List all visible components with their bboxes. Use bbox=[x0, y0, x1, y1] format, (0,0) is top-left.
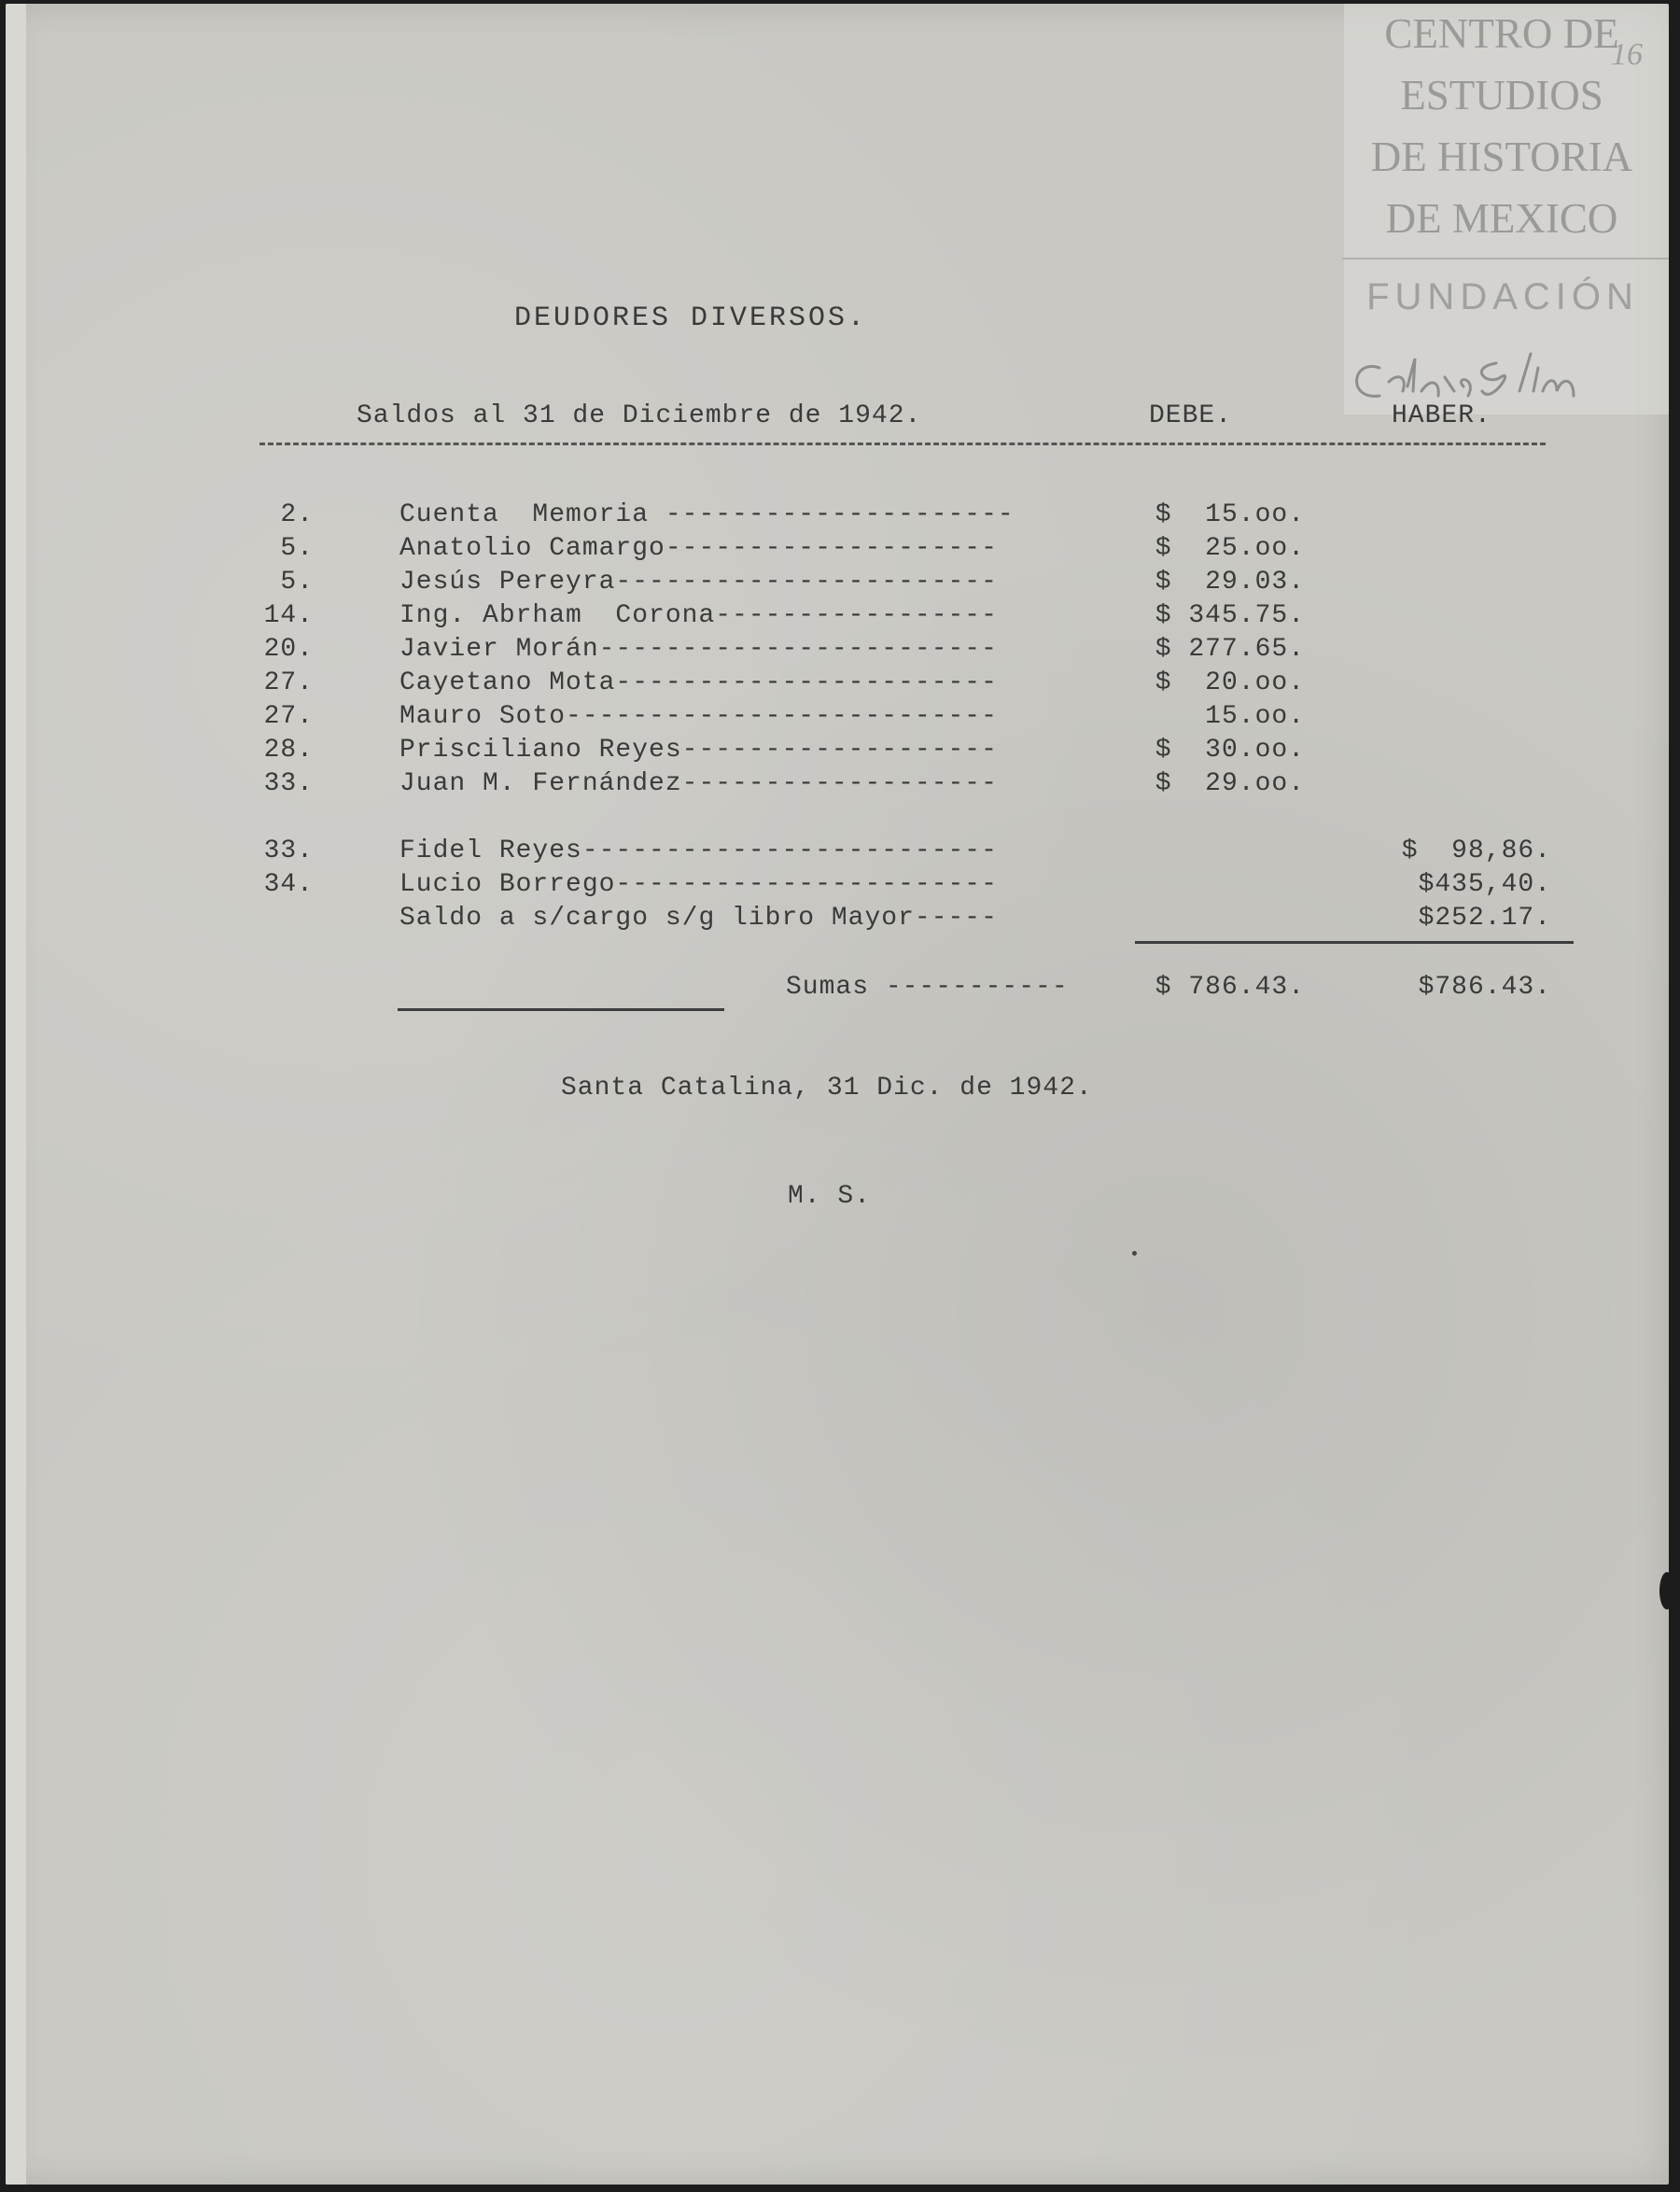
row-name: Prisciliano Reyes------------------- bbox=[399, 736, 998, 765]
ledger-row bbox=[6, 702, 1669, 736]
row-debe: $ 20.oo. bbox=[1155, 668, 1305, 697]
row-debe: 15.oo. bbox=[1155, 702, 1305, 731]
row-name: Lucio Borrego----------------------- bbox=[399, 870, 998, 899]
row-debe: $ 30.oo. bbox=[1155, 736, 1305, 765]
ledger-row bbox=[6, 904, 1669, 937]
stamp-line-1: CENTRO DE bbox=[1384, 10, 1619, 57]
row-haber: $252.17. bbox=[1418, 904, 1551, 933]
ink-dot bbox=[1132, 1251, 1137, 1256]
place-date: Santa Catalina, 31 Dic. de 1942. bbox=[561, 1074, 1093, 1103]
row-debe: $ 25.oo. bbox=[1155, 534, 1305, 563]
signature-icon bbox=[1342, 340, 1659, 415]
row-name: Saldo a s/cargo s/g libro Mayor----- bbox=[399, 904, 998, 933]
row-number: 2. bbox=[280, 500, 314, 529]
ledger-row bbox=[6, 500, 1669, 534]
paper-notch bbox=[1659, 1572, 1669, 1609]
stamp-line-3: DE HISTORIA bbox=[1370, 133, 1633, 180]
ledger-row bbox=[6, 836, 1669, 870]
row-number: 5. bbox=[280, 568, 314, 597]
row-debe: $ 29.oo. bbox=[1155, 769, 1305, 798]
ledger-row bbox=[6, 736, 1669, 769]
row-number: 34. bbox=[263, 870, 314, 899]
stamp-foundation: FUNDACIÓN bbox=[1366, 276, 1639, 317]
ledger-row bbox=[6, 870, 1669, 904]
initials: M. S. bbox=[788, 1182, 872, 1211]
ledger-row bbox=[6, 668, 1669, 702]
row-haber: $ 98,86. bbox=[1401, 836, 1551, 865]
paper-edge bbox=[6, 4, 26, 2185]
totals-label: Sumas ----------- bbox=[786, 973, 1069, 1002]
row-number: 20. bbox=[263, 635, 314, 664]
stamp-divider bbox=[1342, 258, 1669, 260]
row-number: 28. bbox=[263, 736, 314, 765]
row-debe: $ 29.03. bbox=[1155, 568, 1305, 597]
row-name: Jesús Pereyra----------------------- bbox=[399, 568, 998, 597]
row-number: 33. bbox=[263, 836, 314, 865]
row-debe: $ 277.65. bbox=[1155, 635, 1305, 664]
header-saldos: Saldos al 31 de Diciembre de 1942. bbox=[357, 401, 922, 430]
row-debe: $ 15.oo. bbox=[1155, 500, 1305, 529]
row-name: Cayetano Mota----------------------- bbox=[399, 668, 998, 697]
totals-debe: $ 786.43. bbox=[1155, 973, 1305, 1002]
ledger-row bbox=[6, 601, 1669, 635]
row-number: 27. bbox=[263, 668, 314, 697]
totals-rule bbox=[1135, 941, 1574, 944]
signature-rule bbox=[398, 1008, 724, 1011]
row-number: 27. bbox=[263, 702, 314, 731]
row-number: 5. bbox=[280, 534, 314, 563]
ledger-row bbox=[6, 635, 1669, 668]
row-name: Anatolio Camargo-------------------- bbox=[399, 534, 998, 563]
row-name: Fidel Reyes------------------------- bbox=[399, 836, 998, 865]
document-title: DEUDORES DIVERSOS. bbox=[514, 302, 868, 334]
header-debe: DEBE. bbox=[1149, 401, 1233, 430]
ledger-row bbox=[6, 534, 1669, 568]
archive-stamp bbox=[1344, 4, 1669, 415]
row-name: Juan M. Fernández------------------- bbox=[399, 769, 998, 798]
header-rule bbox=[259, 443, 1546, 445]
row-name: Mauro Soto-------------------------- bbox=[399, 702, 998, 731]
stamp-line-4: DE MEXICO bbox=[1385, 195, 1618, 242]
totals-haber: $786.43. bbox=[1418, 973, 1551, 1002]
stamp-line-2: ESTUDIOS bbox=[1400, 72, 1603, 119]
row-name: Ing. Abrham Corona----------------- bbox=[399, 601, 998, 630]
header-haber: HABER. bbox=[1392, 401, 1491, 430]
document-page bbox=[6, 4, 1669, 2185]
row-debe: $ 345.75. bbox=[1155, 601, 1305, 630]
ledger-row bbox=[6, 769, 1669, 803]
row-number: 14. bbox=[263, 601, 314, 630]
row-name: Javier Morán------------------------ bbox=[399, 635, 998, 664]
row-number: 33. bbox=[263, 769, 314, 798]
ledger-row bbox=[6, 568, 1669, 601]
row-haber: $435,40. bbox=[1418, 870, 1551, 899]
row-name: Cuenta Memoria --------------------- bbox=[399, 500, 1015, 529]
